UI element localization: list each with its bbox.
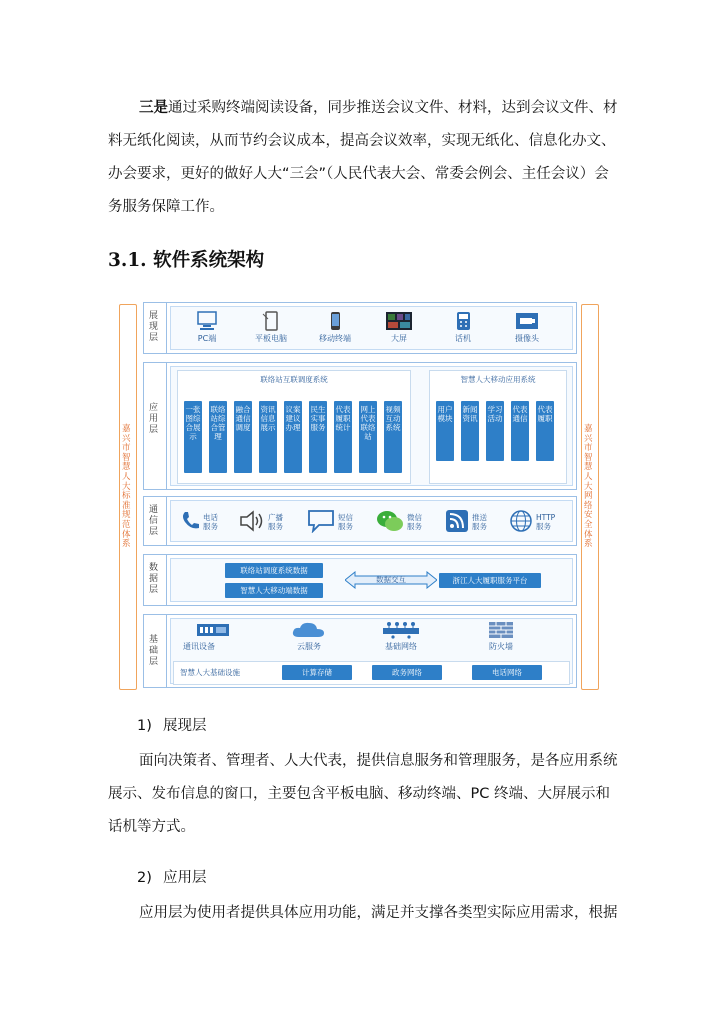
device-mobile [307, 311, 363, 344]
sms-icon [307, 509, 335, 533]
infrastructure-layer-name: 基础层 [149, 635, 159, 667]
app-module: 民生实事服务 [309, 401, 327, 473]
application-layer-name: 应用层 [149, 403, 159, 435]
firewall-icon [488, 621, 514, 639]
push-rss-icon [445, 509, 469, 533]
app-module: 一张图综合展示 [184, 401, 202, 473]
exchange-label: 数据交互 [376, 575, 406, 584]
presentation-layer-name: 展现层 [149, 311, 159, 343]
infra-base-item: 计算存储 [282, 665, 352, 680]
device-screen [371, 311, 427, 344]
app-module: 用户模块 [436, 401, 454, 461]
app-module: 议案建议办理 [284, 401, 302, 473]
big-screen-icon [385, 311, 413, 331]
application-paragraph: 应用层为使用者提供具体应用功能，满足并支撑各类型实际应用需求，根据 [139, 905, 618, 921]
right-side-frame [581, 304, 599, 690]
device-label: 摄像头 [515, 334, 539, 343]
right-side-label: 嘉兴市智慧人大网络安全体系 [584, 424, 593, 550]
list-item-presentation [137, 714, 207, 735]
camera-icon [514, 311, 540, 331]
app-module: 新闻资讯 [461, 401, 479, 461]
infra-base-item: 政务网络 [372, 665, 442, 680]
list-number: 1) [137, 718, 152, 734]
speaker-icon [239, 509, 265, 533]
service-label: 电话服务 [203, 513, 218, 531]
service-label: 推送服务 [472, 513, 487, 531]
device-label: 大屏 [391, 334, 407, 343]
list-label: 应用层 [163, 870, 207, 886]
infra-base-item: 电话网络 [472, 665, 542, 680]
left-side-label: 嘉兴市智慧人大标准规范体系 [122, 424, 131, 550]
communication-layer [143, 496, 577, 546]
device-label: 平板电脑 [255, 334, 287, 343]
infra-comm-equipment [183, 621, 243, 652]
cloud-icon [291, 621, 327, 639]
app-module: 代表履职统计 [334, 401, 352, 473]
mobile-app-system-group [429, 370, 567, 484]
data-box-scheduling: 联络站调度系统数据 [225, 563, 323, 578]
network-switch-icon [381, 621, 421, 639]
app-module: 融合通信调度 [234, 401, 252, 473]
infrastructure-layer [143, 614, 577, 688]
device-label: 话机 [455, 334, 471, 343]
communication-layer-name: 通信层 [149, 505, 159, 537]
intro-lead: 三是 [139, 100, 168, 116]
device-camera [499, 311, 555, 344]
scheduling-system-group [177, 370, 411, 484]
section-heading: 3.1. 软件系统架构 [108, 250, 265, 271]
wechat-icon [376, 508, 404, 534]
device-phone [435, 311, 491, 344]
infra-label: 基础网络 [385, 642, 417, 651]
infra-network [371, 621, 431, 652]
phone-icon [179, 510, 201, 532]
data-box-mobile: 智慧人大移动端数据 [225, 583, 323, 598]
device-pc [179, 311, 235, 344]
group2-title: 智慧人大移动应用系统 [460, 375, 536, 384]
infra-label: 云服务 [297, 642, 321, 651]
app-module: 视频互动系统 [384, 401, 402, 473]
list-label: 展现层 [163, 718, 207, 734]
device-tablet [243, 311, 299, 344]
left-side-frame [119, 304, 137, 690]
app-module: 学习活动 [486, 401, 504, 461]
infra-base-bar [173, 661, 570, 685]
infra-firewall [471, 621, 531, 652]
app-module: 代表通信 [511, 401, 529, 461]
infra-label: 通讯设备 [183, 642, 215, 651]
device-label: 移动终端 [319, 334, 351, 343]
service-label: HTTP服务 [536, 513, 556, 531]
intro-text: 通过采购终端阅读设备，同步推送会议文件、材料，达到会议文件、材料无纸化阅读，从而节约会议成本，提高会议效率，实现无纸化、信息化办文、办会要求，更好的做好人大“三会”（人民代表大会、常委会例会、主任会议）会务服务保障工作。 [108, 100, 618, 215]
infra-label: 防火墙 [489, 642, 513, 651]
presentation-paragraph: 面向决策者、管理者、人大代表，提供信息服务和管理服务，是各应用系统展示、发布信息的窗口，主要包含平板电脑、移动终端、PC 终端、大屏展示和话机等方式。 [108, 753, 618, 835]
infra-base-label: 智慧人大基础设施 [180, 668, 240, 677]
desk-phone-icon [452, 311, 474, 331]
app-module: 网上代表联络站 [359, 401, 377, 473]
list-item-application [137, 866, 207, 887]
infra-cloud [279, 621, 339, 652]
list-number: 2) [137, 870, 152, 886]
data-layer [143, 554, 577, 606]
app-module: 代表履职 [536, 401, 554, 461]
intro-paragraph [108, 92, 620, 224]
device-label: PC端 [197, 334, 217, 343]
globe-icon [509, 509, 533, 533]
presentation-layer [143, 302, 577, 354]
architecture-diagram [115, 296, 605, 690]
group1-title: 联络站互联调度系统 [260, 375, 328, 384]
mobile-icon [324, 311, 346, 331]
platform-box: 浙江人大履职服务平台 [439, 573, 541, 588]
service-label: 微信服务 [407, 513, 422, 531]
pc-icon [196, 311, 218, 331]
app-module: 资讯信息展示 [259, 401, 277, 473]
rack-icon [196, 621, 230, 639]
application-layer [143, 362, 577, 490]
app-module: 联络站综合管理 [209, 401, 227, 473]
data-layer-name: 数据层 [149, 563, 159, 595]
service-label: 短信服务 [338, 513, 353, 531]
service-label: 广播服务 [268, 513, 283, 531]
tablet-icon [260, 311, 282, 331]
